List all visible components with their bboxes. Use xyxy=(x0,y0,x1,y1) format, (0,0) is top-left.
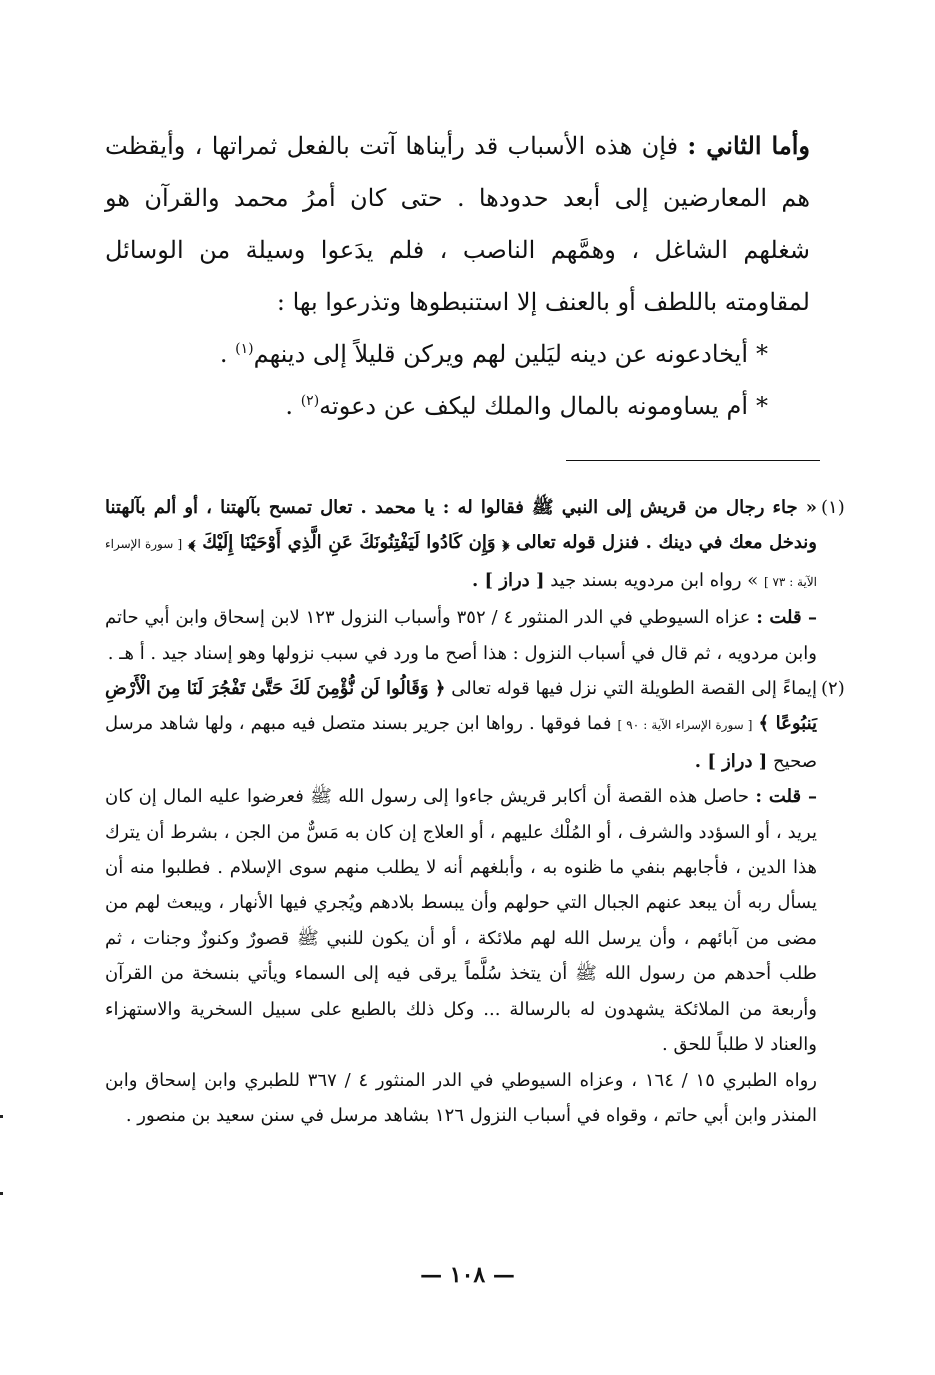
section-lead: وأما الثاني : xyxy=(687,131,810,160)
paragraph-intro xyxy=(105,120,810,328)
footnote-1-para-2 xyxy=(105,600,817,671)
footnote-2-qult: – قلت : xyxy=(755,786,817,808)
footnote-1-para-1 xyxy=(105,490,817,600)
footnote-2-story: حاصل هذه القصة أن أكابر قريش جاءوا إلى رسول الله ﷺ فعرضوا عليه المال إن كان يريد ، أو السؤدد والشرف ، أو المُلْك عليهم ، أو العلاج إن كان به مَسٌّ من الجن ، بشرط أن يترك هذا الدين ، فأجابهم بنفي ما ظنوه به ، وأبلغهم أنه لا يطلب منهم سوى الإسلام . فطلبوا منه أن يسأل ربه أن يبعد عنهم الجبال التي حولهم وأن يبسط بلادهم ويُجري فيها الأنهار ، ويبعث لهم من مضى من آبائهم ، وأن يرسل الله لهم ملائكة ، أو أن يكون للنبي ﷺ قصورٌ وكنوزٌ وجنات ، ثم طلب أحدهم من رسول الله ﷺ أن يتخذ سُلَّماً يرقى فيه إلى السماء ويأتي بنسخة من القرآن وأربعة من الملائكة يشهدون له بالرسالة ... وكل ذلك بالطبع على سبيل السخرية والاستهزاء والعناد لا طلباً للحق . xyxy=(105,786,817,1056)
footnote-2-intro: إيماءً إلى القصة الطويلة التي نزل فيها قوله تعالى xyxy=(451,678,818,700)
scan-edge-mark xyxy=(0,1192,3,1195)
bullet-point-2 xyxy=(105,380,768,432)
footnote-ref-2[interactable]: (٢) xyxy=(300,393,320,409)
footnote-1-hadith: « جاء رجال من قريش إلى النبي ﷺ فقالوا له : يا محمد . تعال تمسح بآلهتنا ، أو ألم بآلهتنا وندخل معك في دينك . فنزل قوله تعالى ﴿ وَإِن كَادُوا لَيَفْتِنُونَكَ عَنِ الَّذِي أَوْحَيْنَا إِلَيْكَ ﴾ xyxy=(105,497,817,554)
footnote-number-1: (١) xyxy=(821,497,845,518)
bullet-point-1 xyxy=(105,328,768,380)
main-text xyxy=(105,120,810,432)
bullet-text-2: أم يساومونه بالمال والملك ليكف عن دعوته xyxy=(319,392,748,420)
footnote-separator xyxy=(566,460,820,461)
intro-text: فإن هذه الأسباب قد رأيناها آتت بالفعل ثمراتها ، وأيقظت هم المعارضين إلى أبعد حدودها . حتى كان أمرُ محمد والقرآن هو شغلهم الشاغل ، وهمَّهم الناصب ، فلم يدَعوا وسيلة من الوسائل لمقاومته باللطف أو بالعنف إلا استنبطوها وتذرعوا بها : xyxy=(105,132,810,316)
footnote-1-citation: [ سورة الإسراء الآية : ٧٣ ] xyxy=(105,537,817,589)
footnote-1-qult: – قلت : xyxy=(756,607,817,629)
bullet-star-icon: * xyxy=(756,392,768,420)
bullet-text-1: أيخادعونه عن دينه ليَلين لهم ويركن قليلاً إلى دينهم xyxy=(253,340,748,368)
footnote-1-source: [ دراز ] . xyxy=(471,569,545,591)
bullet-end-1: . xyxy=(219,340,236,368)
footnote-2-citation: [ سورة الإسراء الآية : ٩٠ ] xyxy=(617,718,753,733)
footnote-1 xyxy=(105,490,845,671)
footnote-2-para-2 xyxy=(105,779,817,1062)
footnote-1-narration: » رواه ابن مردويه بسند جيد xyxy=(550,569,759,591)
footnote-2-narration: فما فوقها . رواها ابن جرير بسند متصل فيه مبهم ، ولها شاهد مرسل صحيح xyxy=(105,713,817,772)
footnote-2-verse: ﴿ وَقَالُوا لَن نُّؤْمِنَ لَكَ حَتَّىٰ تَفْجُرَ لَنَا مِنَ الْأَرْضِ يَنبُوعًا ﴾ xyxy=(105,678,818,735)
footnote-2-para-1 xyxy=(105,671,817,779)
footnote-2 xyxy=(105,671,845,1133)
footnote-1-comment: عزاه السيوطي في الدر المنثور ٤ / ٣٥٢ وأسباب النزول ١٢٣ لابن إسحاق وابن أبي حاتم وابن مردويه ، ثم قال في أسباب النزول : هذا أصح ما ورد في سبب نزولها وهو إسناد جيد . أ هـ . xyxy=(105,607,817,664)
footnote-2-references: رواه الطبري ١٥ / ١٦٤ ، وعزاه السيوطي في الدر المنثور ٤ / ٣٦٧ للطبري وابن إسحاق وابن المنذر وابن أبي حاتم ، وقواه في أسباب النزول ١٢٦ بشاهد مرسل في سنن سعيد بن منصور . xyxy=(105,1069,817,1126)
footnotes xyxy=(105,490,845,1133)
footnote-number-2: (٢) xyxy=(821,678,845,700)
page-number: — ١٠٨ — xyxy=(420,1262,515,1288)
scan-edge-mark xyxy=(0,1115,3,1118)
footnote-2-para-3 xyxy=(105,1063,817,1134)
bullet-star-icon: * xyxy=(756,340,768,368)
footnote-2-source: [ دراز ] . xyxy=(694,750,768,772)
footnote-ref-1[interactable]: (١) xyxy=(235,341,254,357)
bullet-end-2: . xyxy=(285,392,301,420)
